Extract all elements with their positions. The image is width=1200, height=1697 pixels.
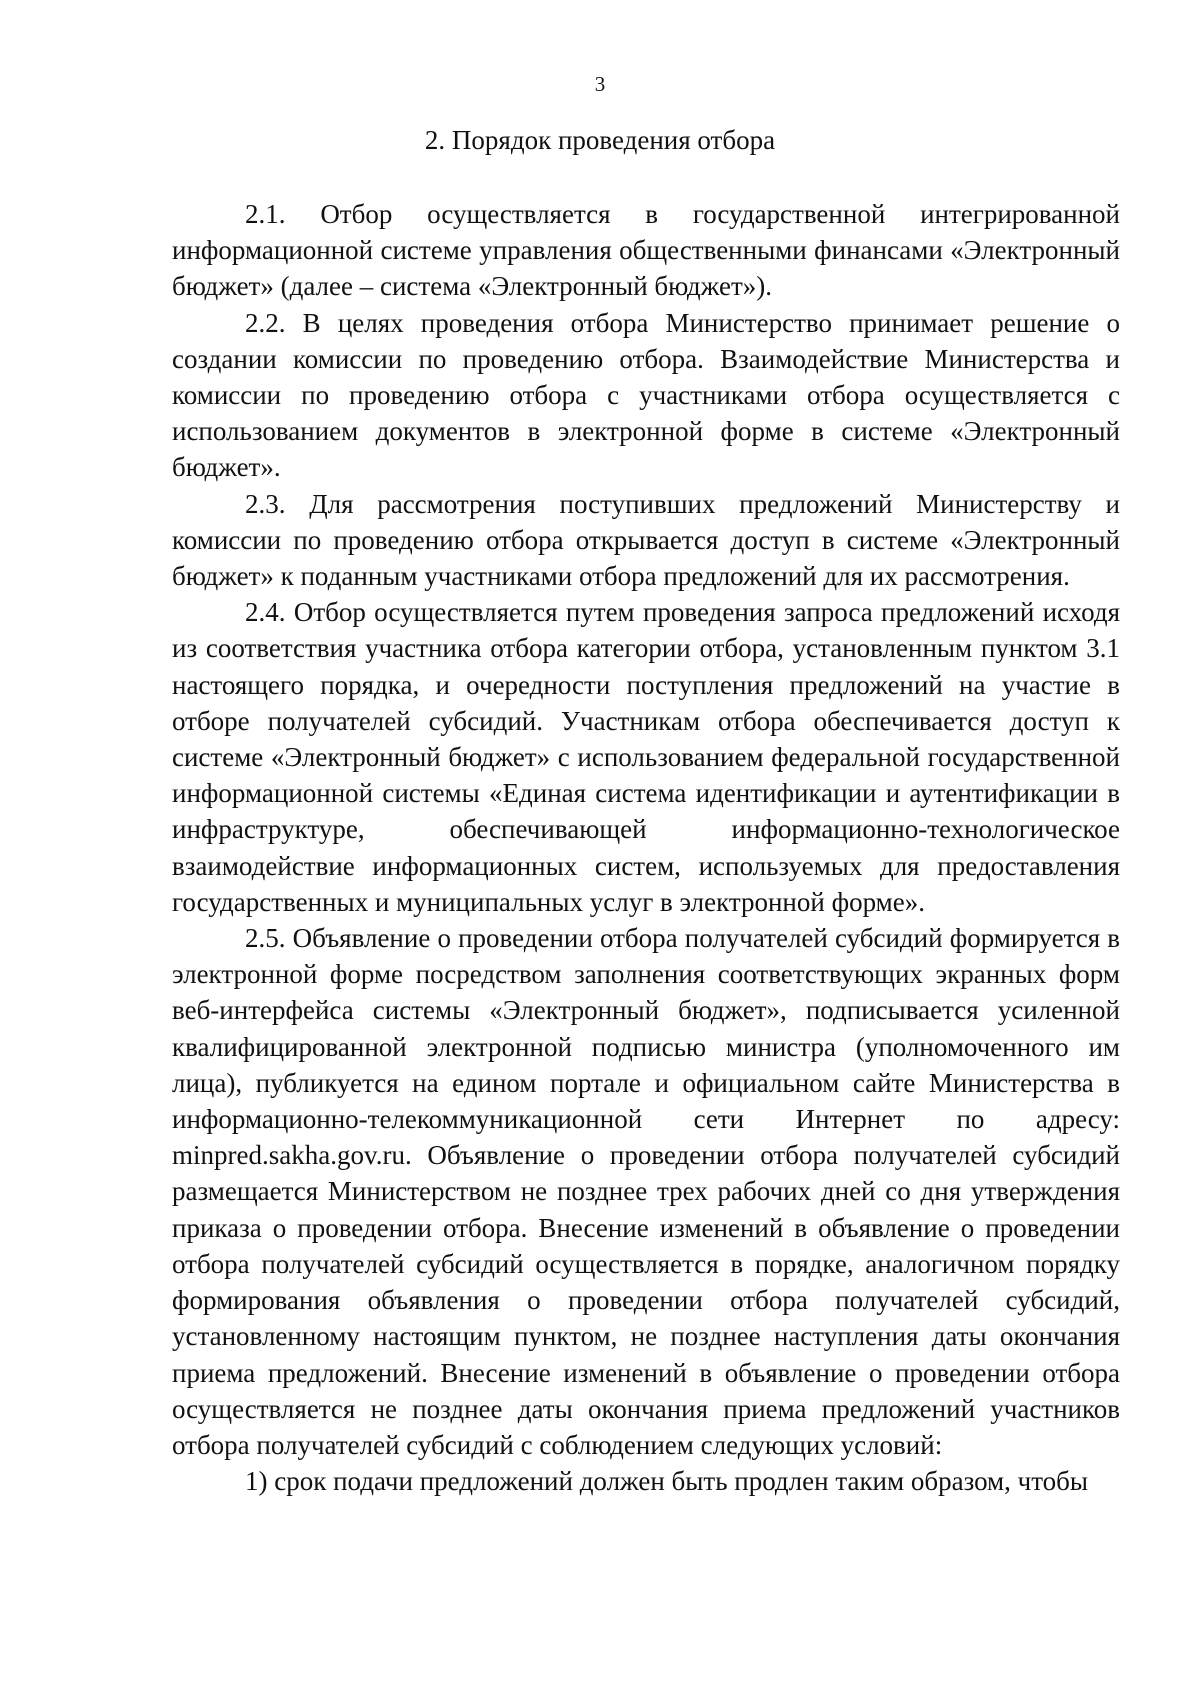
- paragraph-2-1: [172, 196, 1120, 305]
- paragraph-number: 2.2.: [245, 307, 286, 338]
- paragraph-text: Для рассмотрения поступивших предложений Министерству и комиссии по проведению отбора открывается доступ в системе «Электронный бюджет» к поданным участниками отбора предложений для их рассмотрения.: [172, 488, 1120, 592]
- paragraph-2-4: [172, 594, 1120, 920]
- paragraph-text: Отбор осуществляется в государственной интегрированной информационной системе управления общественными финансами «Электронный бюджет» (далее – система «Электронный бюджет»).: [172, 199, 1120, 302]
- section-title: 2. Порядок проведения отбора: [424, 125, 776, 155]
- paragraph-number: 2.4.: [245, 597, 286, 628]
- paragraph-2-5: [172, 920, 1120, 1463]
- paragraph-2-2: [172, 305, 1120, 486]
- paragraph-number: 2.1.: [245, 199, 286, 229]
- list-item-number: 1): [245, 1466, 268, 1497]
- paragraph-text: Отбор осуществляется путем проведения запроса предложений исходя из соответствия участника отбора категории отбора, установленным пунктом 3.1 настоящего порядка, и очередности поступления предложений на участие в отборе получателей субсидий. Участникам отбора обеспечивается доступ к системе «Электронный бюджет» с использованием федеральной государственной информационной системы «Единая система идентификации и аутентификации в инфраструктуре, обеспечивающей информационно-технологическое взаимодействие информационных систем, используемых для предоставления государственных и муниципальных услуг в электронной форме».: [172, 597, 1121, 917]
- document-body: [172, 196, 1120, 1499]
- page-number: 3: [594, 72, 606, 96]
- paragraph-text: Объявление о проведении отбора получателей субсидий формируется в электронной форме посредством заполнения соответствующих экранных форм веб-интерфейса системы «Электронный бюджет», подписывается усиленной квалифицированной электронной подписью министра (уполномоченного им лица), публикуется на едином портале и официальном сайте Министерства в информационно-телекоммуникационной сети Интернет по адресу: minpred.sakha.gov.ru. Объявление о проведении отбора получателей субсидий размещается Министерством не позднее трех рабочих дней со дня утверждения приказа о проведении отбора. Внесение изменений в объявление о проведении отбора получателей субсидий осуществляется в порядке, аналогичном порядку формирования объявления о проведении отбора получателей субсидий, установленному настоящим пунктом, не позднее наступления даты окончания приема предложений. Внесение изменений в объявление о проведении отбора осуществляется не позднее даты окончания приема предложений участников отбора получателей субсидий с соблюдением следующих условий:: [172, 923, 1121, 1460]
- paragraph-number: 2.5.: [245, 923, 286, 954]
- paragraph-list-item-1: [172, 1463, 1120, 1499]
- paragraph-number: 2.3.: [245, 488, 286, 519]
- paragraph-2-3: [172, 486, 1120, 595]
- paragraph-text: срок подачи предложений должен быть продлен таким образом, чтобы: [274, 1466, 1089, 1497]
- paragraph-text: В целях проведения отбора Министерство принимает решение о создании комиссии по проведению отбора. Взаимодействие Министерства и комиссии по проведению отбора с участниками отбора осуществляется с использованием документов в электронной форме в системе «Электронный бюджет».: [172, 307, 1121, 483]
